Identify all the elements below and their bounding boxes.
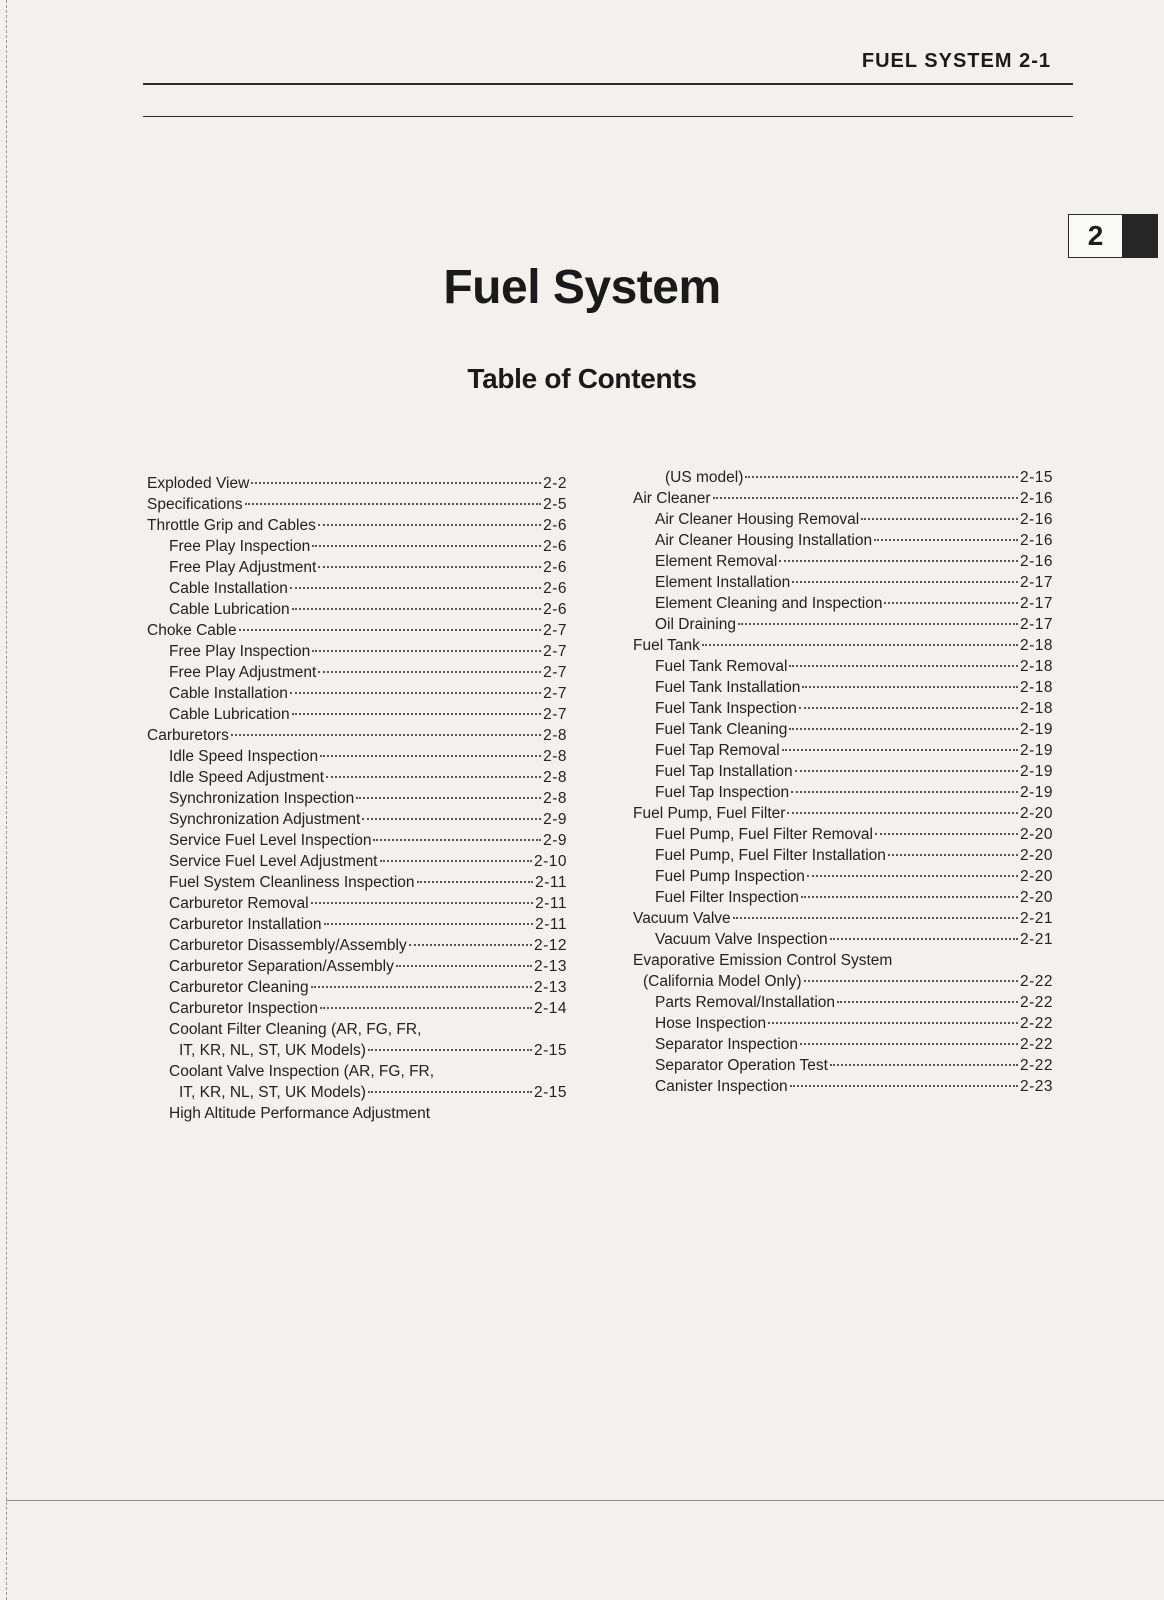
toc-entry-page: 2-22 [1019,994,1053,1011]
toc-entry[interactable] [633,635,1053,656]
toc-entry[interactable] [147,683,567,704]
toc-entry-page: 2-6 [543,601,567,618]
toc-leader-dots [290,587,541,589]
toc-leader-dots [875,833,1018,835]
toc-entry-page: 2-20 [1019,847,1053,864]
toc-entry-page: 2-19 [1019,721,1053,738]
toc-entry-label: IT, KR, NL, ST, UK Models) [179,1042,366,1059]
toc-entry-label: Free Play Adjustment [169,559,317,576]
toc-leader-dots [311,902,534,904]
toc-leader-dots [837,1001,1018,1003]
toc-entry[interactable] [633,677,1053,698]
toc-entry[interactable] [147,1019,567,1040]
page-title: Fuel System [443,261,721,314]
toc-entry-label: Specifications [147,496,243,513]
toc-entry[interactable] [147,767,567,788]
toc-entry-label: Fuel Filter Inspection [655,889,799,906]
toc-leader-dots [417,881,534,883]
toc-leader-dots [702,644,1018,646]
toc-leader-dots [745,476,1018,478]
toc-entry-label: Parts Removal/Installation [655,994,836,1011]
toc-entry-label: Carburetor Separation/Assembly [169,958,394,975]
toc-entry[interactable] [633,971,1053,992]
toc-entry-page: 2-17 [1019,616,1053,633]
toc-leader-dots [326,776,541,778]
toc-entry-label: Carburetor Inspection [169,1000,319,1017]
toc-leader-dots [789,665,1018,667]
toc-leader-dots [791,791,1018,793]
toc-entry[interactable] [147,641,567,662]
toc-leader-dots [318,566,541,568]
toc-entry-page: 2-22 [1019,1057,1053,1074]
toc-entry-label: Element Cleaning and Inspection [655,595,883,612]
toc-entry[interactable] [633,1013,1053,1034]
toc-entry-label: Evaporative Emission Control System [633,952,893,969]
toc-entry[interactable] [147,872,567,893]
toc-entry-page: 2-15 [533,1084,567,1101]
toc-leader-dots [795,770,1018,772]
toc-leader-dots [800,1043,1018,1045]
toc-entry-page: 2-20 [1019,889,1053,906]
toc-entry[interactable] [633,551,1053,572]
toc-entry[interactable] [633,908,1053,929]
toc-entry-page: 2-15 [533,1042,567,1059]
toc-leader-dots [738,623,1018,625]
toc-entry-label: Oil Draining [655,616,736,633]
toc-entry[interactable] [633,740,1053,761]
toc-entry-label: Fuel Tap Installation [655,763,793,780]
toc-entry[interactable] [633,719,1053,740]
toc-entry-page: 2-9 [543,811,567,828]
toc-entry-page: 2-7 [543,685,567,702]
toc-leader-dots [779,560,1018,562]
toc-leader-dots [874,539,1018,541]
toc-entry-page: 2-17 [1019,595,1053,612]
toc-entry-page: 2-18 [1019,658,1053,675]
toc-entry-label: (California Model Only) [643,973,802,990]
toc-entry-page: 2-13 [533,979,567,996]
toc-entry-label: Fuel System Cleanliness Inspection [169,874,415,891]
toc-entry-label: Fuel Tank Removal [655,658,788,675]
toc-leader-dots [318,671,541,673]
toc-entry[interactable] [633,509,1053,530]
toc-leader-dots [888,854,1018,856]
toc-entry[interactable] [147,956,567,977]
toc-leader-dots [373,839,541,841]
toc-entry[interactable] [633,803,1053,824]
toc-entry-label: Carburetor Removal [169,895,309,912]
toc-entry[interactable] [633,593,1053,614]
toc-entry-label: Carburetor Cleaning [169,979,309,996]
toc-leader-dots [380,860,532,862]
toc-entry[interactable] [147,809,567,830]
toc-entry[interactable] [147,620,567,641]
toc-entry[interactable] [633,1055,1053,1076]
page-bottom-rule [6,1500,1164,1501]
toc-entry-label: Fuel Pump, Fuel Filter [633,805,786,822]
toc-entry[interactable] [147,473,567,494]
toc-entry-label: Carburetor Installation [169,916,322,933]
toc-entry-label: Cable Lubrication [169,601,290,618]
toc-leader-dots [782,749,1018,751]
toc-entry-page: 2-11 [535,874,567,891]
toc-entry[interactable] [147,557,567,578]
toc-leader-dots [362,818,541,820]
toc-entry-label: Element Installation [655,574,791,591]
toc-entry-label: Fuel Pump Inspection [655,868,805,885]
toc-entry-page: 2-22 [1019,1036,1053,1053]
toc-entry[interactable] [147,893,567,914]
page-edge [0,0,7,1600]
toc-leader-dots [789,728,1018,730]
toc-leader-dots [312,545,541,547]
toc-right-column [633,467,1053,1097]
toc-entry-page: 2-22 [1019,1015,1053,1032]
toc-entry-page: 2-18 [1019,637,1053,654]
toc-leader-dots [320,1007,532,1009]
toc-entry-label: Cable Installation [169,580,288,597]
toc-entry-label: Coolant Valve Inspection (AR, FG, FR, [169,1063,435,1080]
toc-entry[interactable] [147,935,567,956]
toc-entry-label: Hose Inspection [655,1015,767,1032]
toc-entry-label: Free Play Adjustment [169,664,317,681]
toc-leader-dots [768,1022,1018,1024]
toc-entry-label: Element Removal [655,553,778,570]
toc-entry-label: Cable Installation [169,685,288,702]
toc-entry[interactable] [147,515,567,536]
toc-leader-dots [311,986,532,988]
toc-entry-label: Free Play Inspection [169,538,311,555]
toc-leader-dots [356,797,541,799]
toc-entry-label: IT, KR, NL, ST, UK Models) [179,1084,366,1101]
toc-leader-dots [807,875,1018,877]
toc-entry[interactable] [147,1061,567,1082]
chapter-tab-bar [1122,214,1158,258]
toc-entry-page: 2-19 [1019,742,1053,759]
toc-entry-label: Exploded View [147,475,250,492]
toc-entry-page: 2-7 [543,664,567,681]
toc-entry-label: Fuel Pump, Fuel Filter Installation [655,847,886,864]
toc-entry-page: 2-8 [543,769,567,786]
toc-entry-label: High Altitude Performance Adjustment [169,1105,431,1122]
toc-entry-page: 2-2 [543,475,567,492]
toc-entry-label: Synchronization Inspection [169,790,355,807]
toc-entry[interactable] [147,746,567,767]
toc-entry-label: Carburetor Disassembly/Assembly [169,937,407,954]
toc-entry-page: 2-12 [533,937,567,954]
toc-leader-dots [368,1091,532,1093]
toc-entry-page: 2-6 [543,580,567,597]
toc-leader-dots [290,692,541,694]
toc-entry-label: Service Fuel Level Adjustment [169,853,378,870]
toc-entry[interactable] [633,887,1053,908]
toc-entry-page: 2-20 [1019,805,1053,822]
toc-entry[interactable] [147,662,567,683]
toc-entry-label: Fuel Tank Installation [655,679,801,696]
toc-leader-dots [324,923,534,925]
toc-heading: Table of Contents [467,363,697,394]
chapter-tab [1068,214,1158,258]
toc-entry-label: Fuel Tap Removal [655,742,780,759]
toc-entry[interactable] [633,845,1053,866]
toc-entry[interactable] [633,866,1053,887]
chapter-number: 2 [1068,214,1123,258]
toc-entry-page: 2-6 [543,517,567,534]
header-rule-top [143,83,1073,85]
toc-entry-page: 2-19 [1019,763,1053,780]
toc-entry[interactable] [633,824,1053,845]
toc-entry[interactable] [633,1076,1053,1097]
toc-leader-dots [396,965,532,967]
toc-leader-dots [312,650,541,652]
toc-entry-label: Vacuum Valve [633,910,731,927]
toc-entry-label: Fuel Tank [633,637,700,654]
toc-entry-label: Service Fuel Level Inspection [169,832,372,849]
running-header: FUEL SYSTEM 2-1 [861,50,1051,72]
toc-entry-page: 2-16 [1019,511,1053,528]
toc-entry[interactable] [147,851,567,872]
toc-entry-page: 2-10 [533,853,567,870]
toc-leader-dots [790,1085,1018,1087]
toc-entry-page: 2-16 [1019,490,1053,507]
toc-entry-page: 2-9 [543,832,567,849]
toc-entry[interactable] [633,572,1053,593]
toc-leader-dots [801,896,1018,898]
toc-entry[interactable] [147,1103,567,1124]
toc-entry-page: 2-19 [1019,784,1053,801]
toc-leader-dots [792,581,1018,583]
toc-leader-dots [231,734,541,736]
toc-entry-label: Fuel Pump, Fuel Filter Removal [655,826,873,843]
toc-entry-page: 2-20 [1019,826,1053,843]
toc-entry-page: 2-21 [1019,931,1053,948]
toc-entry-page: 2-14 [533,1000,567,1017]
toc-entry-label: Synchronization Adjustment [169,811,361,828]
toc-entry-label: Coolant Filter Cleaning (AR, FG, FR, [169,1021,422,1038]
toc-entry-page: 2-17 [1019,574,1053,591]
toc-leader-dots [245,503,541,505]
toc-entry[interactable] [147,494,567,515]
toc-entry-page: 2-16 [1019,553,1053,570]
toc-entry-page: 2-6 [543,538,567,555]
toc-entry-page: 2-8 [543,790,567,807]
toc-entry-page: 2-22 [1019,973,1053,990]
toc-entry[interactable] [147,998,567,1019]
toc-entry-label: Separator Operation Test [655,1057,828,1074]
toc-entry[interactable] [633,929,1053,950]
toc-entry[interactable] [633,1034,1053,1055]
toc-leader-dots [409,944,532,946]
toc-entry-label: Free Play Inspection [169,643,311,660]
toc-entry-page: 2-20 [1019,868,1053,885]
toc-entry-page: 2-7 [543,706,567,723]
toc-entry-label: Air Cleaner Housing Installation [655,532,873,549]
toc-entry-page: 2-11 [535,916,567,933]
toc-entry-label: Fuel Tap Inspection [655,784,790,801]
toc-entry[interactable] [147,977,567,998]
toc-leader-dots [713,497,1018,499]
toc-entry-page: 2-5 [543,496,567,513]
toc-entry-page: 2-6 [543,559,567,576]
toc-entry-label: Separator Inspection [655,1036,799,1053]
toc-entry[interactable] [633,698,1053,719]
toc-entry[interactable] [633,488,1053,509]
toc-entry-label: Idle Speed Inspection [169,748,319,765]
toc-entry[interactable] [147,1082,567,1103]
toc-leader-dots [861,518,1018,520]
toc-leader-dots [368,1049,532,1051]
toc-entry[interactable] [147,725,567,746]
toc-entry-page: 2-13 [533,958,567,975]
header-rule-bottom [143,116,1073,117]
toc-entry-page: 2-7 [543,643,567,660]
toc-left-column [147,473,567,1124]
toc-entry[interactable] [633,467,1053,488]
toc-leader-dots [787,812,1018,814]
toc-entry-page: 2-21 [1019,910,1053,927]
toc-leader-dots [292,713,541,715]
toc-entry-label: Air Cleaner Housing Removal [655,511,860,528]
toc-leader-dots [830,1064,1018,1066]
toc-leader-dots [320,755,541,757]
toc-entry-label: Fuel Tank Cleaning [655,721,788,738]
toc-entry-page: 2-8 [543,727,567,744]
toc-entry-page: 2-16 [1019,532,1053,549]
toc-leader-dots [292,608,541,610]
toc-entry-label: Cable Lubrication [169,706,290,723]
toc-entry-label: Vacuum Valve Inspection [655,931,828,948]
toc-entry[interactable] [147,599,567,620]
toc-entry[interactable] [147,536,567,557]
toc-entry[interactable] [147,788,567,809]
toc-entry-page: 2-23 [1019,1078,1053,1095]
toc-entry[interactable] [147,914,567,935]
toc-entry[interactable] [633,656,1053,677]
toc-entry-label: Choke Cable [147,622,237,639]
toc-entry-label: Throttle Grip and Cables [147,517,316,534]
toc-entry[interactable] [633,614,1053,635]
toc-entry-label: Idle Speed Adjustment [169,769,325,786]
toc-entry[interactable] [633,992,1053,1013]
toc-entry[interactable] [147,830,567,851]
toc-entry[interactable] [147,1040,567,1061]
toc-entry-label: Fuel Tank Inspection [655,700,797,717]
toc-entry[interactable] [633,530,1053,551]
toc-leader-dots [830,938,1018,940]
toc-leader-dots [251,482,541,484]
toc-entry-page: 2-7 [543,622,567,639]
toc-entry-page: 2-18 [1019,700,1053,717]
toc-leader-dots [799,707,1018,709]
toc-leader-dots [804,980,1018,982]
toc-entry-label: Canister Inspection [655,1078,788,1095]
toc-entry-page: 2-11 [535,895,567,912]
toc-leader-dots [239,629,541,631]
toc-leader-dots [733,917,1018,919]
toc-entry[interactable] [633,761,1053,782]
toc-entry-label: (US model) [665,469,744,486]
toc-leader-dots [802,686,1018,688]
toc-entry[interactable] [147,704,567,725]
toc-leader-dots [884,602,1017,604]
toc-entry-label: Carburetors [147,727,229,744]
toc-entry[interactable] [633,950,1053,971]
toc-entry[interactable] [147,578,567,599]
toc-entry-page: 2-15 [1019,469,1053,486]
toc-entry-label: Air Cleaner [633,490,711,507]
toc-entry-page: 2-8 [543,748,567,765]
toc-entry-page: 2-18 [1019,679,1053,696]
toc-entry[interactable] [633,782,1053,803]
toc-leader-dots [318,524,541,526]
